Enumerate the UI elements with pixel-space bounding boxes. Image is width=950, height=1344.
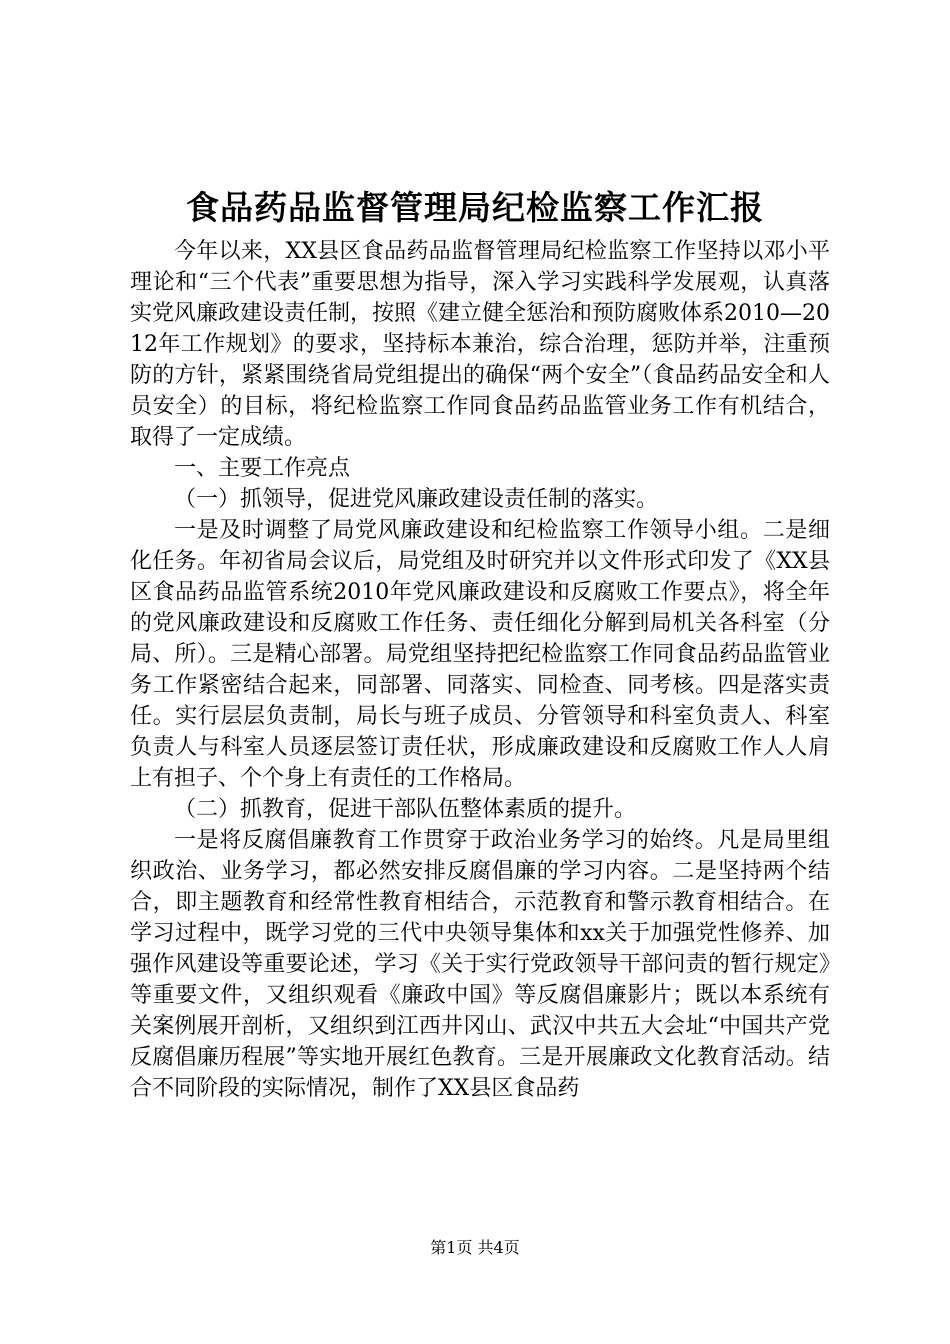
document-title: 食品药品监督管理局纪检监察工作汇报 bbox=[186, 188, 764, 227]
subsection-heading-2: （二）抓教育，促进干部队伍整体素质的提升。 bbox=[174, 797, 637, 822]
subsection-heading-1: （一）抓领导，促进党风廉政建设责任制的落实。 bbox=[174, 487, 659, 512]
page-footer: 第1页 共4页 bbox=[430, 1238, 520, 1257]
document-body bbox=[130, 236, 830, 1104]
intro-paragraph: 今年以来，XX县区食品药品监督管理局纪检监察工作坚持以邓小平理论和“三个代表”重要思想为指导，深入学习实践科学发展观，认真落实党风廉政建设责任制，按照《建立健全惩治和预防腐败体系2010—2012年工作规划》的要求，坚持标本兼治，综合治理，惩防并举，注重预防的方针，紧紧围绕省局党组提出的确保“两个安全”（食品药品安全和人员安全）的目标，将纪检监察工作同食品药品监管业务工作有机结合，取得了一定成绩。 bbox=[130, 239, 830, 450]
section-heading: 一、主要工作亮点 bbox=[174, 456, 351, 481]
subsection-1-paragraph: 一是及时调整了局党风廉政建设和纪检监察工作领导小组。二是细化任务。年初省局会议后，局党组及时研究并以文件形式印发了《XX县区食品药品监管系统2010年党风廉政建设和反腐败工作要点》，将全年的党风廉政建设和反腐败工作任务、责任细化分解到局机关各科室（分局、所）。三是精心部署。局党组坚持把纪检监察工作同食品药品监管业务工作紧密结合起来，同部署、同落实、同检查、同考核。四是落实责任。实行层层负责制，局长与班子成员、分管领导和科室负责人、科室负责人与科室人员逐层签订责任状，形成廉政建设和反腐败工作人人肩上有担子、个个身上有责任的工作格局。 bbox=[130, 518, 830, 791]
subsection-2-paragraph: 一是将反腐倡廉教育工作贯穿于政治业务学习的始终。凡是局里组织政治、业务学习，都必然安排反腐倡廉的学习内容。二是坚持两个结合，即主题教育和经常性教育相结合，示范教育和警示教育相结合。在学习过程中，既学习党的三代中央领导集体和xx关于加强党性修养、加强作风建设等重要论述，学习《关于实行党政领导干部问责的暂行规定》等重要文件，又组织观看《廉政中国》等反腐倡廉影片；既以本系统有关案例展开剖析，又组织到江西井冈山、武汉中共五大会址“中国共产党反腐倡廉历程展”等实地开展红色教育。三是开展廉政文化教育活动。结合不同阶段的实际情况，制作了XX县区食品药 bbox=[130, 828, 830, 1101]
